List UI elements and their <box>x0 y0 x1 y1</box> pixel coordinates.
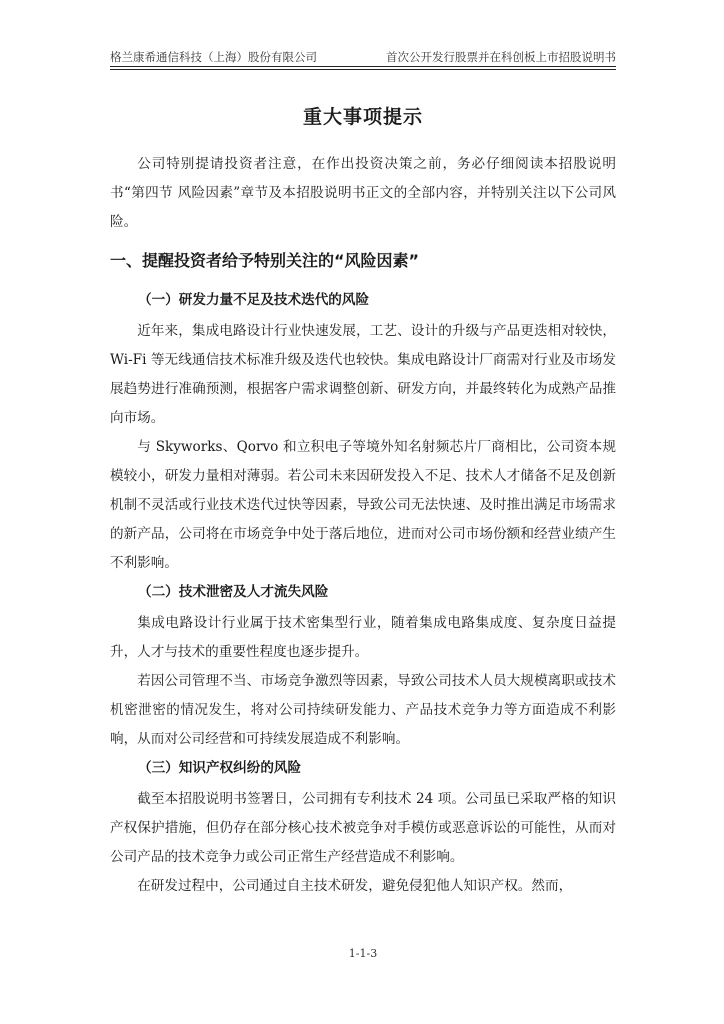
page-number: 1-1-3 <box>348 947 378 960</box>
paragraph-rd-1: 近年来，集成电路设计行业快速发展，工艺、设计的升级与产品更迭相对较快，Wi-Fi 等无线通信技术标准升级及迭代也较快。集成电路设计厂商需对行业及市场发展趋势进行准确预测，根据客户需求调整创新、研发方向，并最终转化为成熟产品推向市场。 <box>110 323 616 426</box>
paragraph-ip-1: 截至本招股说明书签署日，公司拥有专利技术 24 项。公司虽已采取严格的知识产权保护措施，但仍存在部分核心技术被竞争对手模仿或恶意诉讼的可能性，从而对公司产品的技术竞争力或公司正常生产经营造成不利影响。 <box>110 791 616 865</box>
header-document-name: 首次公开发行股票并在科创板上市招股说明书 <box>386 50 616 64</box>
paragraph-leak-2: 若因公司管理不当、市场竞争激烈等因素，导致公司技术人员大规模离职或技术机密泄密的情况发生，将对公司持续研发能力、产品技术竞争力等方面造成不利影响，从而对公司经营和可持续发展造成不利影响。 <box>110 673 616 747</box>
subsection-heading-2: （二）技术泄密及人才流失风险 <box>138 584 329 600</box>
intro-paragraph: 公司特别提请投资者注意，在作出投资决策之前，务必仔细阅读本招股说明书“第四节 风险因素”章节及本招股说明书正文的全部内容，并特别关注以下公司风险。 <box>110 156 616 230</box>
section-heading: 一、提醒投资者给予特别关注的“风险因素” <box>110 251 420 270</box>
subsection-heading-3: （三）知识产权纠纷的风险 <box>138 760 302 776</box>
page-title: 重大事项提示 <box>302 106 423 128</box>
paragraph-rd-2: 与 Skyworks、Qorvo 和立积电子等境外知名射频芯片厂商相比，公司资本规模较小，研发力量相对薄弱。若公司未来因研发投入不足、技术人才储备不足及创新机制不灵活或行业技术迭代过快等因素，导致公司无法快速、及时推出满足市场需求的新产品，公司将在市场竞争中处于落后地位，进而对公司市场份额和经营业绩产生不利影响。 <box>110 439 616 571</box>
header-company-name: 格兰康希通信科技（上海）股份有限公司 <box>110 50 317 64</box>
header-rule <box>110 66 616 67</box>
paragraph-ip-2: 在研发过程中，公司通过自主技术研发，避免侵犯他人知识产权。然而， <box>137 878 573 894</box>
subsection-heading-1: （一）研发力量不足及技术迭代的风险 <box>138 292 370 308</box>
paragraph-leak-1: 集成电路设计行业属于技术密集型行业，随着集成电路集成度、复杂度日益提升，人才与技术的重要性程度也逐步提升。 <box>110 615 616 660</box>
document-body <box>110 150 616 901</box>
header-rule-thin <box>110 69 616 70</box>
page-header <box>110 49 616 65</box>
